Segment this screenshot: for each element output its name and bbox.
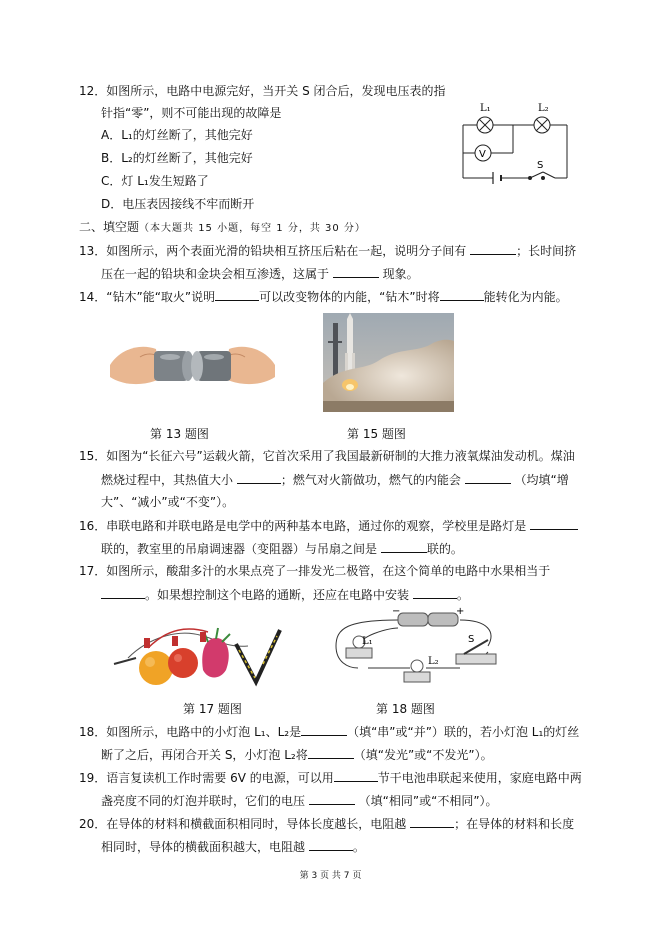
q18-fig-minus: − [392, 606, 401, 617]
q18-text-b: （填“串”或“并”）联的，若小灯泡 L₁的灯丝 [347, 725, 580, 739]
q18-circuit-image [328, 606, 508, 692]
q15-text-b: 燃烧过程中，其热值大小 [101, 473, 234, 487]
q15-blank-1[interactable] [237, 471, 281, 484]
q16-text-b: 联的，教室里的吊扇调速器（变阻器）与吊扇之间是 [101, 542, 378, 556]
q12-option-b: B．L₂的灯丝断了，其他完好 [101, 151, 253, 165]
q19-text-c: 盏亮度不同的灯泡并联时，它们的电压 [101, 794, 306, 808]
q13-blank-1[interactable] [470, 242, 516, 255]
q15-text-d: （均填“增 [514, 473, 569, 487]
q15-rocket-photo [323, 313, 454, 412]
q19-text-d: （填“相同”或“不相同”）。 [358, 794, 498, 808]
q15-blank-2[interactable] [465, 471, 511, 484]
q17-blank-2[interactable] [413, 586, 457, 599]
section-note: （本大题共 15 小题，每空 1 分，共 30 分） [139, 223, 366, 234]
q20-text-d: 。 [352, 840, 365, 854]
q20-line1 [79, 815, 574, 832]
q20-line2 [101, 838, 365, 855]
q16-line2 [101, 540, 463, 557]
q12-fig-label-l1: L₁ [480, 103, 491, 114]
caption-q18: 第 18 题图 [376, 702, 435, 716]
q20-blank-1[interactable] [410, 815, 454, 828]
q19-blank-2[interactable] [309, 792, 355, 805]
caption-q15: 第 15 题图 [347, 427, 406, 441]
q18-fig-label-l2: L₂ [428, 656, 439, 667]
q14-text-a: 14．“钻木”能“取火”说明 [79, 290, 216, 304]
q19-blank-1[interactable] [334, 769, 378, 782]
q16-text-c: 联的。 [426, 542, 463, 556]
q12-fig-label-s: S [537, 160, 544, 171]
q16-line1 [79, 517, 578, 534]
section-title-text: 二、填空题 [79, 220, 140, 234]
page-footer: 第 3 页 共 7 页 [299, 871, 362, 881]
q16-text-a: 16．串联电路和并联电路是电学中的两种基本电路，通过你的观察，学校里是路灯是 [79, 519, 527, 533]
q15-text-c: ；燃气对火箭做功，燃气的内能会 [280, 473, 461, 487]
q12-circuit-diagram [455, 98, 580, 188]
q17-text-b: 。如果想控制这个电路的通断，还应在电路中安装 [145, 588, 410, 602]
section-title [79, 219, 366, 237]
q13-text-c: 压在一起的铅块和金块会相互渗透，这属于 [101, 267, 330, 281]
q13-text-b: ；长时间挤 [516, 244, 577, 258]
q13-text-d: 现象。 [382, 267, 419, 281]
q18-fig-label-s: S [468, 634, 475, 645]
q17-blank-1[interactable] [101, 586, 145, 599]
q12-stem-line2: 针指“零”，则不可能出现的故障是 [101, 106, 282, 120]
q18-fig-label-l1: L₁ [362, 636, 373, 647]
q19-line1 [79, 769, 582, 786]
q13-blank-2[interactable] [333, 265, 379, 278]
q20-blank-2[interactable] [309, 838, 353, 851]
q18-line2 [101, 746, 493, 763]
q18-text-d: （填“发光”或“不发光”）。 [353, 748, 493, 762]
q14-blank-2[interactable] [440, 288, 484, 301]
q14-text-b: 可以改变物体的内能，“钻木”时将 [259, 290, 440, 304]
q16-blank-1[interactable] [530, 517, 578, 530]
q17-line2 [101, 586, 469, 603]
q15-line2 [101, 471, 569, 488]
q19-text-a: 19．语言复读机工作时需要 6V 的电源，可以用 [79, 771, 334, 785]
q15-line3: 大”、“减小”或“不变”）。 [101, 495, 235, 509]
q14-text-c: 能转化为内能。 [483, 290, 568, 304]
caption-q17: 第 17 题图 [183, 702, 242, 716]
q17-fruit-battery-image [108, 608, 298, 690]
q12-stem-line1: 12．如图所示，电路中电源完好，当开关 S 闭合后，发现电压表的指 [79, 84, 446, 98]
q12-fig-label-v: V [479, 149, 486, 160]
q20-text-c: 相同时，导体的横截面积越大，电阻越 [101, 840, 306, 854]
q13-text-a: 13．如图所示，两个表面光滑的铅块相互挤压后粘在一起，说明分子间有 [79, 244, 467, 258]
q12-option-d: D．电压表因接线不牢而断开 [101, 197, 255, 211]
q12-option-a: A．L₁的灯丝断了，其他完好 [101, 128, 253, 142]
caption-q13: 第 13 题图 [150, 427, 209, 441]
q18-text-a: 18．如图所示，电路中的小灯泡 L₁、L₂是 [79, 725, 302, 739]
q12-option-c: C．灯 L₁发生短路了 [101, 174, 209, 188]
q18-text-c: 断了之后，再闭合开关 S，小灯泡 L₂将 [101, 748, 308, 762]
q13-line2 [101, 265, 419, 282]
q15-line1: 15．如图为“长征六号”运载火箭，它首次采用了我国最新研制的大推力液氧煤油发动机。煤油 [79, 449, 575, 463]
q13-line1 [79, 242, 576, 259]
q16-blank-2[interactable] [381, 540, 427, 553]
q19-line2 [101, 792, 498, 809]
q20-text-a: 20．在导体的材料和横截面积相同时，导体长度越长，电阻越 [79, 817, 407, 831]
q14-line1 [79, 288, 568, 305]
q18-line1 [79, 723, 579, 740]
q18-fig-plus: + [456, 606, 465, 617]
q14-blank-1[interactable] [215, 288, 259, 301]
q18-blank-1[interactable] [301, 723, 347, 736]
q17-line1: 17．如图所示，酸甜多汁的水果点亮了一排发光二极管，在这个简单的电路中水果相当于 [79, 564, 551, 578]
q12-fig-label-l2: L₂ [538, 103, 549, 114]
q17-text-c: 。 [456, 588, 469, 602]
q19-text-b: 节干电池串联起来使用，家庭电路中两 [377, 771, 582, 785]
q18-blank-2[interactable] [308, 746, 354, 759]
q13-lead-blocks-image [110, 335, 275, 395]
q20-text-b: ；在导体的材料和长度 [454, 817, 575, 831]
